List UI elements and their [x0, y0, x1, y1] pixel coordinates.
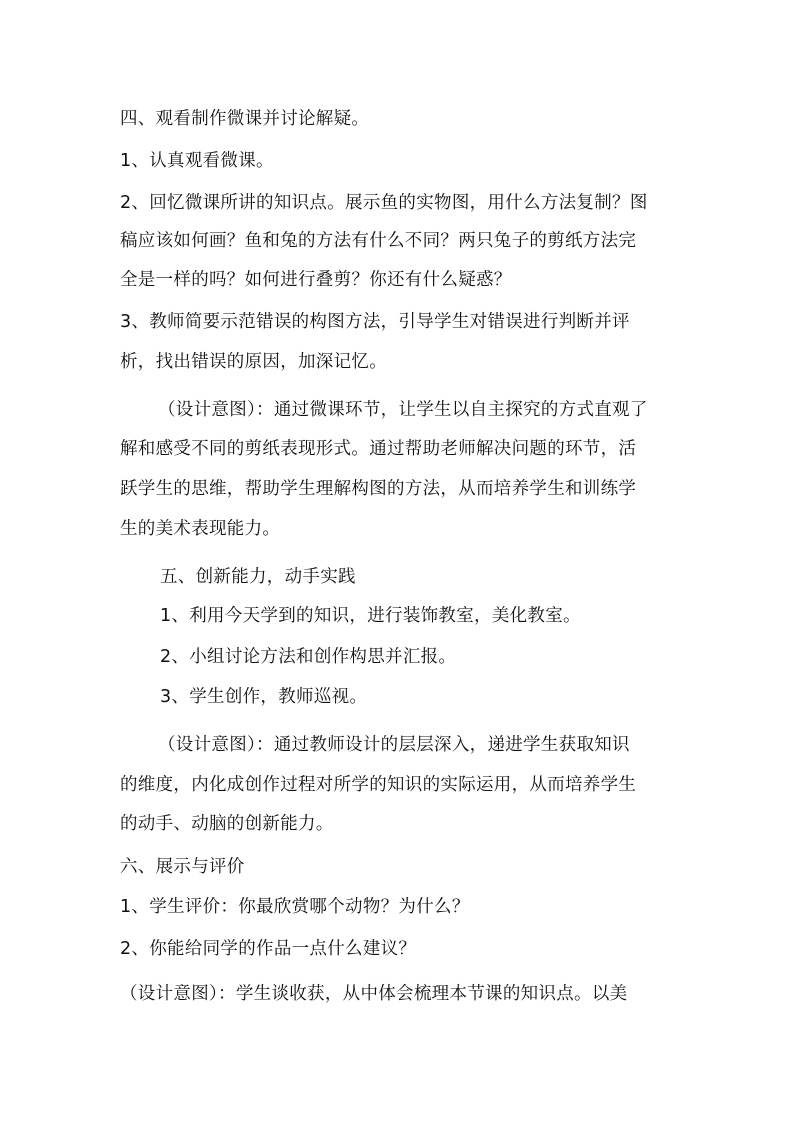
- section-heading: 六、展示与评价: [120, 857, 245, 877]
- text-line: （设计意图）：学生谈收获，从中体会梳理本节课的知识点。以美: [120, 984, 628, 1004]
- text-line: 3、学生创作，教师巡视。: [160, 687, 368, 707]
- text-line: 稿应该如何画？鱼和兔的方法有什么不同？两只兔子的剪纸方法完: [120, 231, 637, 251]
- section-heading: 五、创新能力，动手实践: [160, 567, 356, 587]
- text-line: 析，找出错误的原因，加深记忆。: [120, 352, 387, 372]
- text-line: 2、回忆微课所讲的知识点。展示鱼的实物图，用什么方法复制？图: [120, 193, 648, 213]
- text-line: 的动手、动脑的创新能力。: [120, 814, 334, 834]
- text-line: 四、观看制作微课并讨论解疑。: [120, 109, 370, 129]
- text-line: 2、小组讨论方法和创作构思并汇报。: [160, 647, 457, 667]
- text-line: （设计意图）：通过微课环节，让学生以自主探究的方式直观了: [158, 400, 648, 420]
- text-line: 的维度，内化成创作过程对所学的知识的实际运用，从而培养学生: [120, 775, 637, 795]
- text-line: 生的美术表现能力。: [120, 519, 281, 539]
- text-line: 1、认真观看微课。: [120, 151, 274, 171]
- text-line: 解和感受不同的剪纸表现形式。通过帮助老师解决问题的环节，活: [120, 439, 637, 459]
- text-line: 1、学生评价：你最欣赏哪个动物？为什么？: [120, 897, 470, 917]
- text-line: 3、教师简要示范错误的构图方法，引导学生对错误进行判断并评: [120, 312, 630, 332]
- text-line: 1、利用今天学到的知识，进行装饰教室，美化教室。: [160, 606, 581, 626]
- text-line: 2、你能给同学的作品一点什么建议？: [120, 939, 417, 959]
- text-line: 跃学生的思维，帮助学生理解构图的方法，从而培养学生和训练学: [120, 479, 637, 499]
- text-line: （设计意图）：通过教师设计的层层深入，递进学生获取知识: [158, 735, 630, 755]
- text-line: 全是一样的吗？如何进行叠剪？你还有什么疑惑？: [120, 270, 512, 290]
